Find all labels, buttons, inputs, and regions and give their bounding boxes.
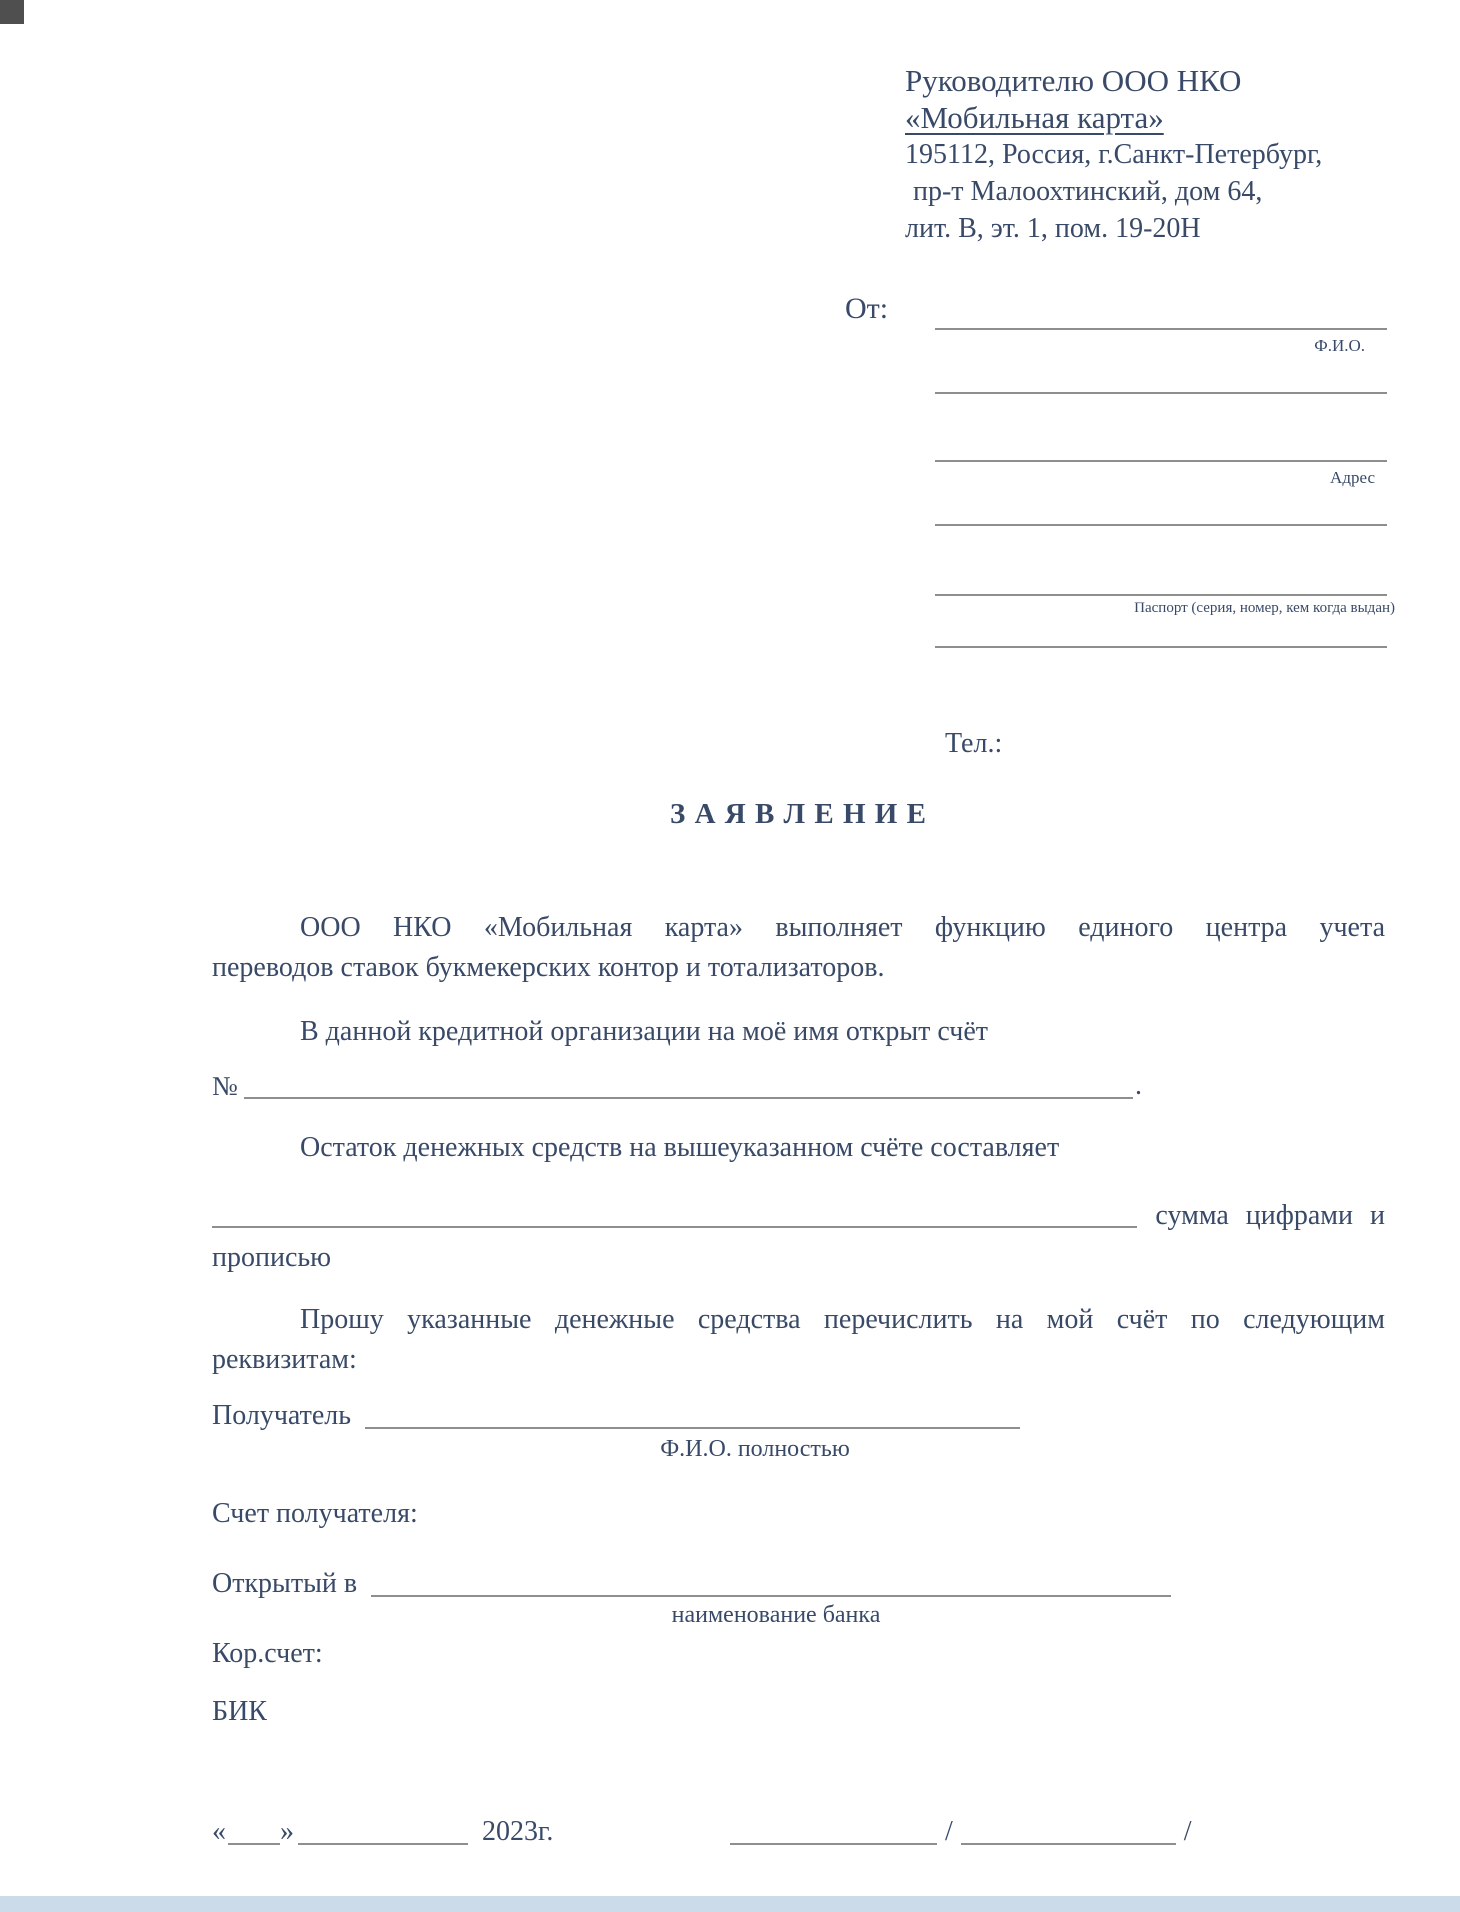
number-period: . (1135, 1070, 1142, 1101)
account-opened-line: В данной кредитной организации на моё имя открыт счёт (300, 1016, 988, 1047)
recipient-block (905, 62, 1395, 247)
date-quote-open: « (212, 1816, 226, 1847)
recipient-address-line: 195112, Россия, г.Санкт-Петербург, (905, 139, 1323, 170)
payee-account-label: Счет получателя: (212, 1498, 418, 1529)
from-label: От: (845, 292, 889, 325)
page-bottom-strip (0, 1896, 1460, 1912)
bank-caption: наименование банка (671, 1602, 881, 1628)
recipient-address-line: пр-т Малоохтинский, дом 64, (913, 176, 1263, 207)
sum-row (212, 1196, 1385, 1232)
payee-label: Получатель (212, 1400, 352, 1431)
year-label: 2023г. (482, 1816, 554, 1847)
recipient-line: Руководителю ООО НКО (905, 63, 1242, 98)
date-quote-close: » (280, 1816, 294, 1847)
statement-title: З А Я В Л Е Н И Е (670, 798, 927, 830)
footer-date-row (212, 1812, 553, 1848)
intro-paragraph (212, 908, 1385, 988)
payee-row (212, 1396, 1020, 1432)
bank-blank-line (371, 1575, 1171, 1597)
signature-name-blank-line (961, 1823, 1176, 1845)
address-blank-line-2 (935, 504, 1387, 526)
intro-paragraph-line: переводов ставок букмекерских контор и тотализаторов. (212, 952, 885, 983)
signature-slash: / (945, 1816, 953, 1847)
request-paragraph-line: Прошу указанные денежные средства перечислить на мой счёт по следующим (300, 1304, 1385, 1335)
balance-line: Остаток денежных средств на вышеуказанном счёте составляет (300, 1132, 1060, 1163)
signature-slash: / (1183, 1816, 1192, 1847)
fio-blank-line (935, 308, 1387, 330)
account-number-row (212, 1066, 1142, 1102)
payee-caption: Ф.И.О. полностью (660, 1436, 850, 1462)
payee-blank-line (365, 1407, 1020, 1429)
day-blank-line (228, 1823, 280, 1845)
month-blank-line (298, 1823, 468, 1845)
sum-caption-inline: сумма цифрами и (1155, 1200, 1385, 1231)
recipient-org-name: «Мобильная карта» (905, 100, 1164, 135)
passport-blank-line (935, 574, 1387, 596)
sum-blank-line (212, 1206, 1137, 1228)
scan-corner-artifact (0, 0, 24, 24)
passport-blank-line-2 (935, 626, 1387, 648)
fio-blank-line-2 (935, 372, 1387, 394)
phone-label: Тел.: (945, 728, 1003, 759)
address-blank-line (935, 440, 1387, 462)
passport-caption: Паспорт (серия, номер, кем когда выдан) (1134, 600, 1395, 616)
account-number-blank-line (244, 1077, 1133, 1099)
signature-blank-line (730, 1823, 937, 1845)
number-sign: № (212, 1071, 238, 1101)
footer-signature-row (730, 1812, 1200, 1848)
request-paragraph (212, 1300, 1385, 1380)
corr-account-label: Кор.счет: (212, 1638, 323, 1669)
opened-in-label: Открытый в (212, 1568, 358, 1599)
request-paragraph-line: реквизитам: (212, 1344, 357, 1375)
sum-caption-below: прописью (212, 1242, 332, 1273)
opened-in-row (212, 1564, 1171, 1600)
recipient-address-line: лит. В, эт. 1, пом. 19-20Н (905, 213, 1201, 244)
address-caption: Адрес (1330, 468, 1375, 487)
bik-label: БИК (212, 1696, 267, 1727)
intro-paragraph-line: ООО НКО «Мобильная карта» выполняет функцию единого центра учета (300, 912, 1385, 943)
fio-caption: Ф.И.О. (1314, 336, 1365, 355)
